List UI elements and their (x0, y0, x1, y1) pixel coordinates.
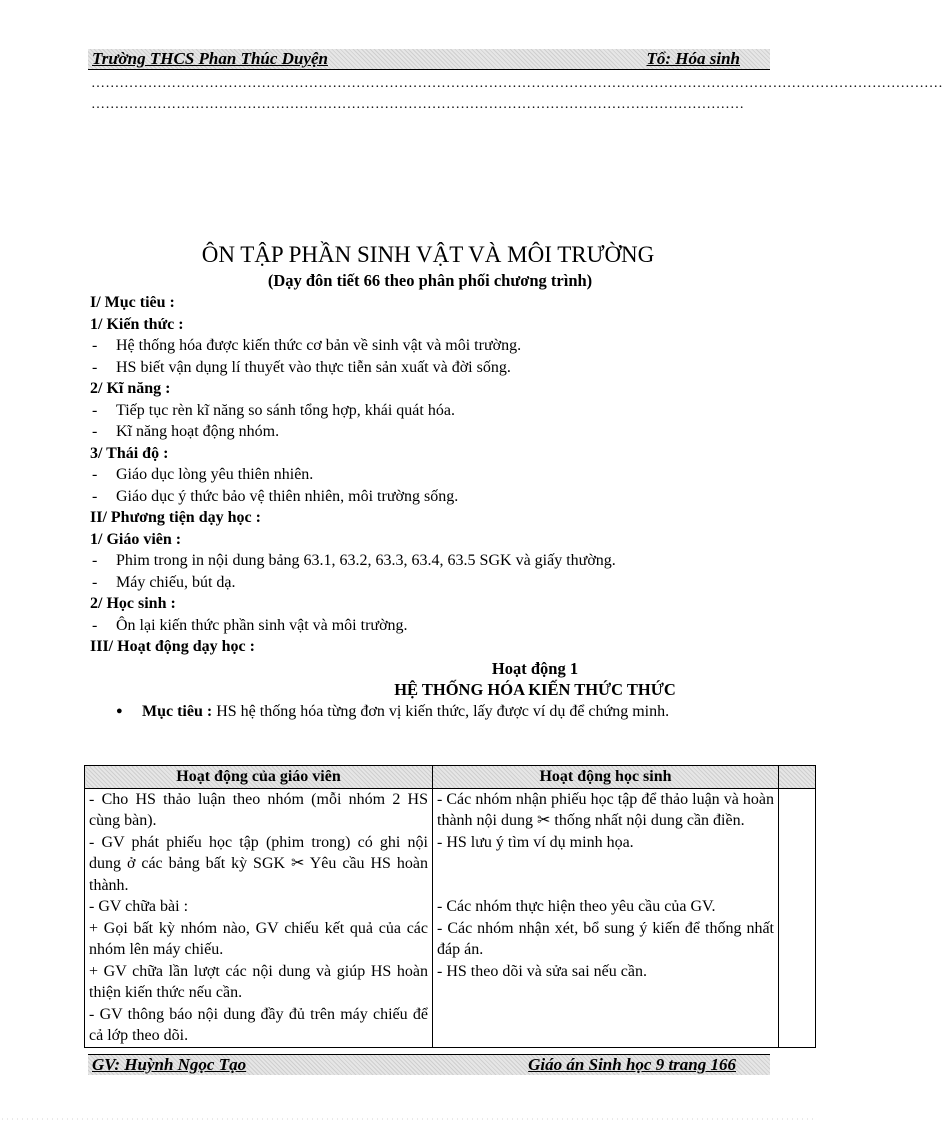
dotted-line-2: ………………………………………………………………………………………………………………………… (91, 97, 745, 112)
table-line: + GV chữa lần lượt các nội dung và giúp HS hoàn thiện kiến thức nếu cần. (89, 962, 428, 1001)
school-name: Trường THCS Phan Thúc Duyện (92, 49, 328, 68)
table-line: - Các nhóm nhận xét, bổ sung ý kiến để thống nhất đáp án. (437, 919, 774, 958)
subsection-heading: 1/ Giáo viên : (90, 530, 182, 548)
section-heading: II/ Phương tiện dạy học : (90, 509, 261, 526)
table-line: - Các nhóm nhận phiếu học tập để thảo luận và hoàn thành nội dung ✂ thống nhất nội dung cần điền. (437, 790, 774, 829)
group-name: Tổ: Hóa sinh (646, 49, 740, 68)
page-footer (88, 1054, 770, 1075)
table-line: - Các nhóm thực hiện theo yêu cầu của GV. (437, 898, 716, 915)
list-item: - Máy chiếu, bút dạ. (90, 572, 780, 594)
table-line: + Gọi bất kỳ nhóm nào, GV chiếu kết quả của các nhóm lên máy chiếu. (89, 919, 428, 958)
list-item: - HS biết vận dụng lí thuyết vào thực tiễn sản xuất và đời sống. (90, 357, 780, 379)
student-activity-cell (433, 788, 779, 1047)
table-line: - GV phát phiếu học tập (phim trong) có ghi nội dung ở các bảng bất kỳ SGK ✂ Yêu cầu HS hoàn thành. (89, 833, 428, 894)
blank-cell (779, 788, 816, 1047)
table-line: - GV thông báo nội dung đầy đủ trên máy chiếu để cả lớp theo dõi. (89, 1005, 428, 1044)
table-line: - Cho HS thảo luận theo nhóm (mỗi nhóm 2 HS cùng bàn). (89, 790, 428, 829)
bottom-dotted-border (0, 1118, 816, 1120)
page-header (88, 49, 770, 70)
list-item: - Ôn lại kiến thức phần sinh vật và môi trường. (90, 615, 780, 637)
subsection-heading: 3/ Thái độ : (90, 444, 169, 462)
list-item: - Giáo dục lòng yêu thiên nhiên. (90, 464, 780, 486)
activity-goal (90, 701, 770, 723)
list-item: - Phim trong in nội dung bảng 63.1, 63.2, 63.3, 63.4, 63.5 SGK và giấy thường. (90, 550, 780, 572)
subsection-heading: 2/ Học sinh : (90, 595, 176, 612)
teacher-activity-cell (85, 788, 433, 1047)
activity-title: HỆ THỐNG HÓA KIẾN THỨC THỨC (394, 680, 676, 699)
list-item: - Hệ thống hóa được kiến thức cơ bản về sinh vật và môi trường. (90, 335, 780, 357)
list-item: - Tiếp tục rèn kĩ năng so sánh tổng hợp, khái quát hóa. (90, 400, 780, 422)
subsection-heading: 2/ Kĩ năng : (90, 380, 171, 397)
section-heading: III/ Hoạt động dạy học : (90, 638, 255, 655)
blank-column-header (779, 766, 816, 789)
page-title: ÔN TẬP PHẦN SINH VẬT VÀ MÔI TRƯỜNG (201, 242, 655, 267)
activity-label: Hoạt động 1 (491, 658, 579, 678)
teacher-name: GV: Huỳnh Ngọc Tạo (92, 1055, 247, 1074)
list-item: - Giáo dục ý thức bảo vệ thiên nhiên, môi trường sống. (90, 486, 780, 508)
goal-label: Mục tiêu : (142, 702, 213, 720)
teacher-column-header: Hoạt động của giáo viên (85, 766, 433, 789)
activity-table (84, 765, 816, 1048)
student-column-header: Hoạt động học sinh (433, 766, 779, 789)
page-reference: Giáo án Sinh học 9 trang 166 (528, 1055, 736, 1074)
table-line: - GV chữa bài : (89, 898, 189, 915)
dotted-line-1: ……………………………………………………………………………………………………………………………………………………………… (91, 76, 943, 91)
list-item: - Kĩ năng hoạt động nhóm. (90, 421, 780, 443)
table-line: - HS theo dõi và sửa sai nếu cần. (437, 962, 647, 980)
subsection-heading: 1/ Kiến thức : (90, 315, 184, 333)
lesson-body (90, 292, 780, 722)
page-subtitle: (Dạy đôn tiết 66 theo phân phối chương trình) (267, 271, 593, 290)
section-heading: I/ Mục tiêu : (90, 294, 175, 311)
goal-text: HS hệ thống hóa từng đơn vị kiến thức, lấy được ví dụ để chứng minh. (212, 702, 670, 720)
table-line: - HS lưu ý tìm ví dụ minh họa. (437, 833, 634, 851)
